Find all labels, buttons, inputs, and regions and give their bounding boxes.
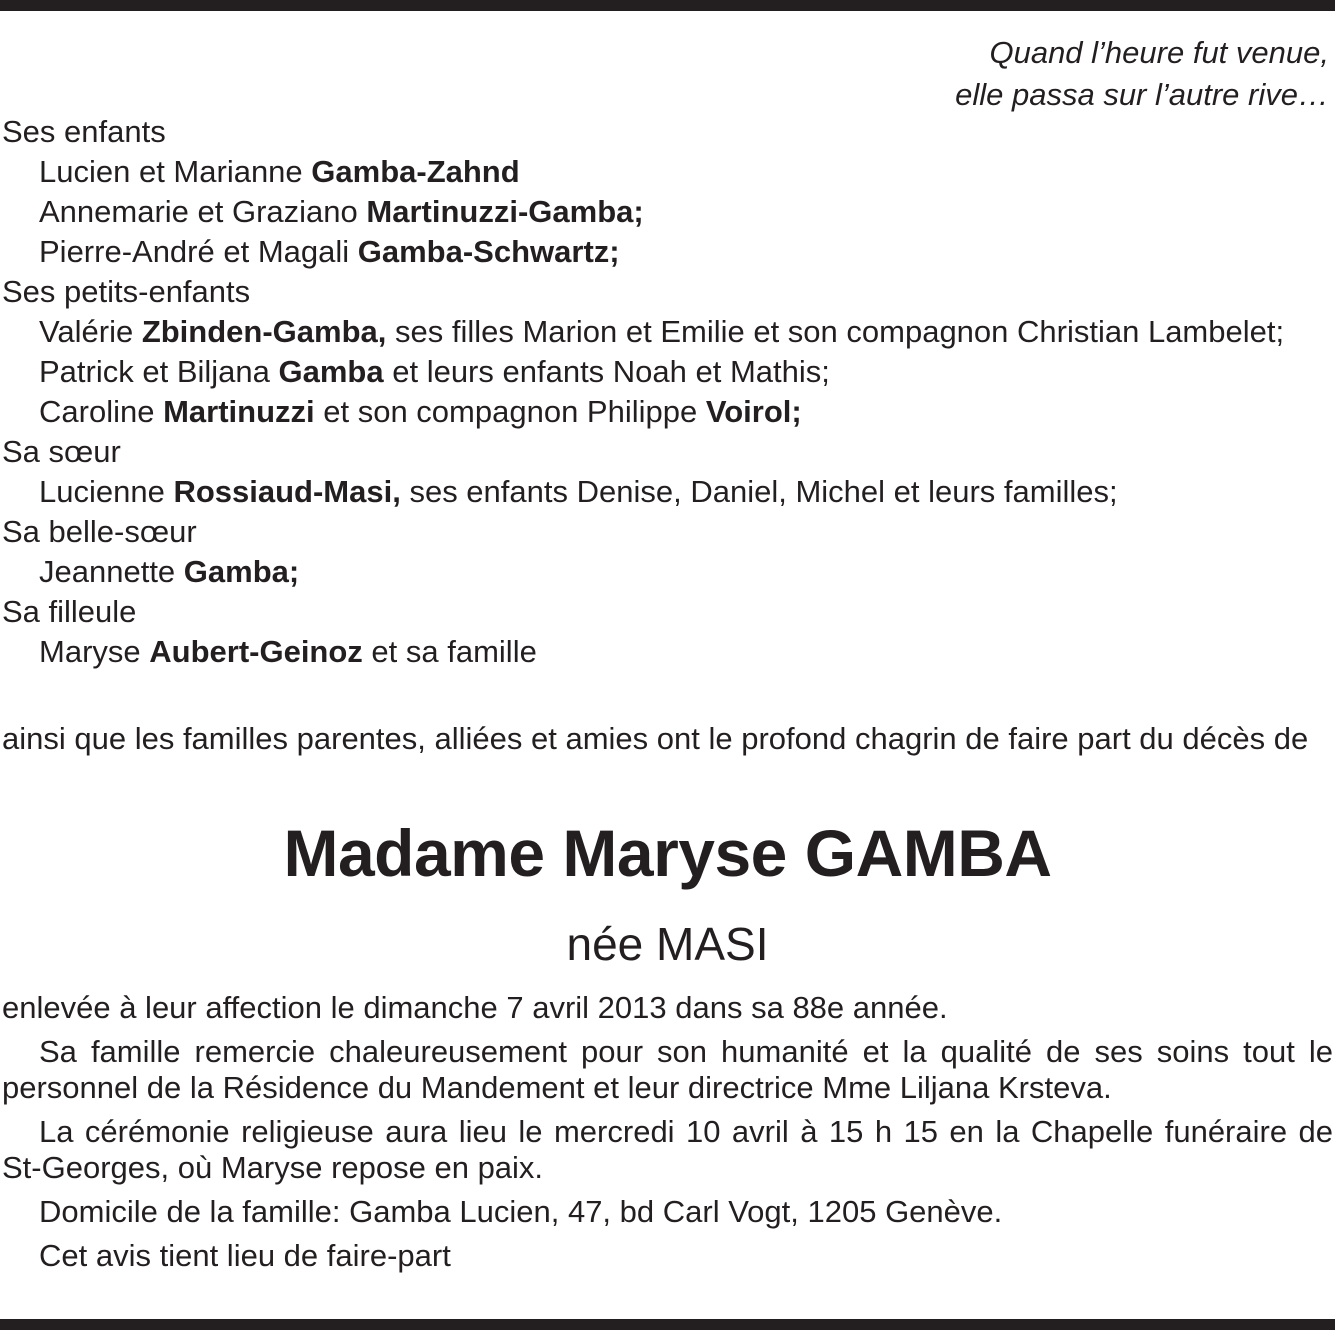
family-member-entry xyxy=(2,192,1332,232)
ceremony-paragraph: La cérémonie religieuse aura lieu le mercredi 10 avril à 15 h 15 en la Chapelle funéraire de St-Georges, où Maryse repose en paix. xyxy=(2,1114,1333,1185)
notice-body xyxy=(2,990,1333,1282)
family-member-entry xyxy=(2,312,1332,352)
domicile-paragraph: Domicile de la famille: Gamba Lucien, 47, bd Carl Vogt, 1205 Genève. xyxy=(39,1194,1003,1229)
family-member-entry xyxy=(2,632,1332,672)
family-group-heading: Sa filleule xyxy=(2,594,137,629)
family-text: Jeannette xyxy=(39,554,184,589)
family-member-entry xyxy=(2,472,1332,512)
family-member-entry xyxy=(2,392,1332,432)
family-surname: Martinuzzi xyxy=(163,394,315,429)
family-text: Pierre-André et Magali xyxy=(39,234,358,269)
family-member-entry xyxy=(2,232,1332,272)
family-text: Lucien et Marianne xyxy=(39,154,312,189)
intro-paragraph: ainsi que les familles parentes, alliées et amies ont le profond chagrin de faire part du décès de xyxy=(2,721,1309,756)
thanks-paragraph: Sa famille remercie chaleureusement pour son humanité et la qualité de ses soins tout le personnel de la Résidence du Mandement et leur directrice Mme Liljana Krsteva. xyxy=(2,1034,1333,1105)
deceased-name: Madame Maryse GAMBA xyxy=(283,816,1052,890)
family-text: et sa famille xyxy=(362,634,537,669)
family-text: Maryse xyxy=(39,634,150,669)
family-surname: Gamba; xyxy=(183,554,300,589)
family-member-entry xyxy=(2,152,1332,192)
family-text: Lucienne xyxy=(39,474,174,509)
family-surname: Rossiaud-Masi, xyxy=(173,474,401,509)
family-text: Caroline xyxy=(39,394,164,429)
family-text: ses filles Marion et Emilie et son compagnon Christian Lambelet; xyxy=(386,314,1285,349)
maiden-name: née MASI xyxy=(566,918,769,970)
notice-paragraph: Cet avis tient lieu de faire-part xyxy=(39,1238,451,1273)
family-group-heading: Ses petits-enfants xyxy=(2,274,251,309)
epigraph xyxy=(955,32,1329,116)
epigraph-line-2: elle passa sur l’autre rive… xyxy=(955,77,1329,112)
family-member-entry xyxy=(2,552,1332,592)
family-text: Patrick et Biljana xyxy=(39,354,279,389)
family-group-heading: Sa sœur xyxy=(2,434,121,469)
family-surname: Gamba-Schwartz; xyxy=(357,234,620,269)
epigraph-line-1: Quand l’heure fut venue, xyxy=(989,35,1329,70)
family-list xyxy=(2,112,1332,672)
family-text: Valérie xyxy=(39,314,142,349)
passing-paragraph: enlevée à leur affection le dimanche 7 avril 2013 dans sa 88e année. xyxy=(2,990,948,1025)
family-text: et son compagnon Philippe xyxy=(314,394,706,429)
family-surname: Gamba-Zahnd xyxy=(311,154,520,189)
family-surname: Voirol; xyxy=(705,394,802,429)
family-surname: Aubert-Geinoz xyxy=(149,634,363,669)
family-surname: Zbinden-Gamba, xyxy=(141,314,387,349)
family-text: Annemarie et Graziano xyxy=(39,194,367,229)
family-group-heading: Ses enfants xyxy=(2,114,166,149)
family-text: ses enfants Denise, Daniel, Michel et leurs familles; xyxy=(400,474,1118,509)
family-group-heading: Sa belle-sœur xyxy=(2,514,197,549)
family-text: et leurs enfants Noah et Mathis; xyxy=(383,354,830,389)
family-member-entry xyxy=(2,352,1332,392)
family-surname: Gamba xyxy=(278,354,384,389)
family-surname: Martinuzzi-Gamba; xyxy=(366,194,644,229)
bottom-border-rule xyxy=(0,1319,1335,1330)
top-border-rule xyxy=(0,0,1335,11)
